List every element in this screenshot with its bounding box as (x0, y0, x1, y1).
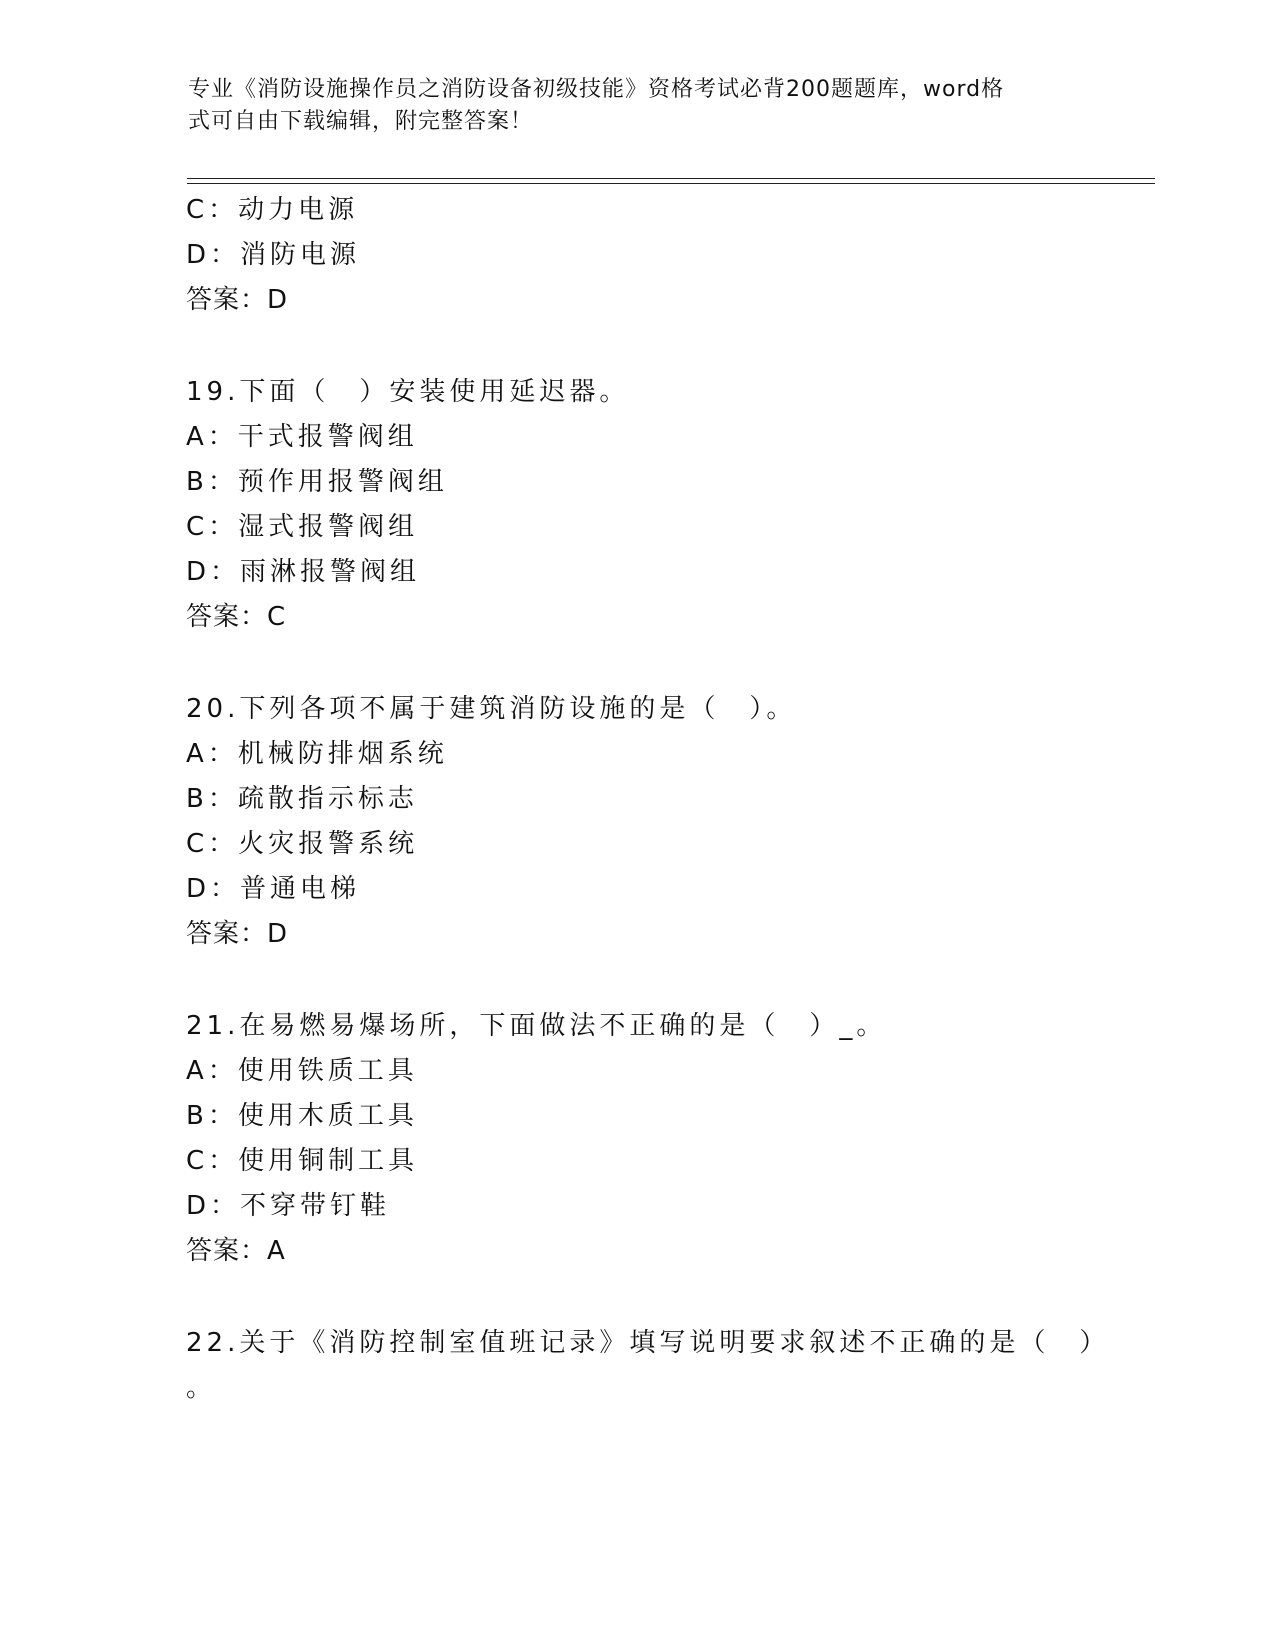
option-b: B：疏散指示标志 (186, 784, 418, 814)
question-list (186, 188, 1146, 1411)
option-a: A：机械防排烟系统 (186, 739, 448, 769)
header-line-2: 式可自由下载编辑，附完整答案！ (188, 109, 534, 134)
question-stem: 20.下列各项不属于建筑消防设施的是（ ）。 (186, 694, 797, 724)
option-c: C：使用铜制工具 (186, 1146, 419, 1176)
answer: 答案：A (186, 1236, 286, 1266)
header-divider-top (187, 178, 1155, 179)
answer: 答案：D (186, 919, 289, 949)
page-header (188, 74, 1068, 138)
option-d: D：消防电源 (186, 240, 361, 270)
header-line-1: 专业《消防设施操作员之消防设备初级技能》资格考试必背200题题库，word格 (188, 77, 1005, 102)
option-c: C：湿式报警阀组 (186, 512, 419, 542)
option-a: A：干式报警阀组 (186, 422, 418, 452)
question-stem-continuation: 。 (186, 1373, 213, 1403)
question-stem: 19.下面（ ）安装使用延迟器。 (186, 377, 630, 407)
option-d: D：普通电梯 (186, 874, 361, 904)
option-b: B：使用木质工具 (186, 1101, 418, 1131)
option-c: C：火灾报警系统 (186, 829, 419, 859)
option-d: D：不穿带钉鞋 (186, 1191, 391, 1221)
option-b: B：预作用报警阀组 (186, 467, 448, 497)
option-c: C：动力电源 (186, 195, 359, 225)
answer: 答案：C (186, 602, 287, 632)
option-a: A：使用铁质工具 (186, 1056, 418, 1086)
answer: 答案：D (186, 285, 289, 315)
question-stem: 22.关于《消防控制室值班记录》填写说明要求叙述不正确的是（ ） (186, 1328, 1110, 1358)
question-stem: 21.在易燃易爆场所，下面做法不正确的是（ ）_。 (186, 1011, 887, 1041)
option-d: D：雨淋报警阀组 (186, 557, 421, 587)
header-divider-bottom (187, 183, 1155, 184)
